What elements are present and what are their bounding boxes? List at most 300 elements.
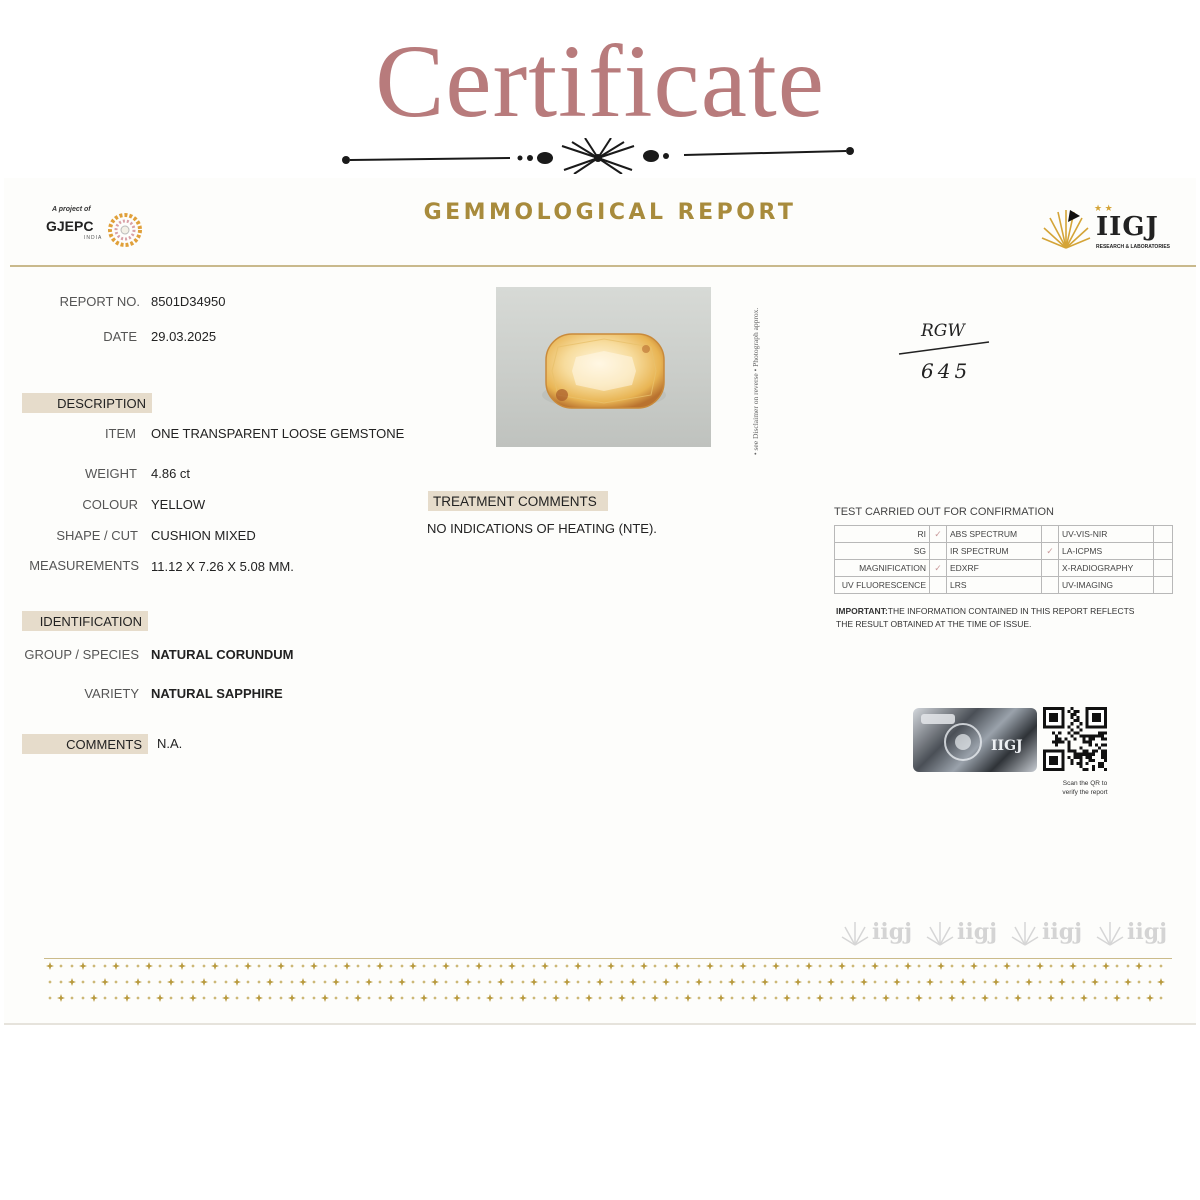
pattern-star	[356, 980, 360, 984]
pattern-star	[994, 964, 998, 968]
pattern-star	[279, 996, 283, 1000]
watermark-text: iigj	[872, 919, 913, 945]
iigj-watermark	[925, 915, 1005, 951]
gjepc-country: INDIA	[84, 235, 103, 241]
pattern-star	[277, 962, 285, 970]
pattern-star	[235, 964, 239, 968]
pattern-star	[1005, 996, 1009, 1000]
ornament-divider	[340, 138, 860, 174]
pattern-star	[827, 978, 835, 986]
pattern-star	[972, 996, 976, 1000]
qr-caption-line1: Scan the QR to	[1062, 780, 1108, 787]
pattern-star	[642, 996, 646, 1000]
pattern-star	[970, 962, 978, 970]
test-name: IR SPECTRUM	[947, 543, 1042, 560]
pattern-star	[499, 996, 503, 1000]
pattern-star	[763, 996, 767, 1000]
pattern-star	[1146, 994, 1154, 1002]
pattern-star	[433, 996, 437, 1000]
pattern-star	[268, 964, 272, 968]
pattern-star	[1027, 996, 1031, 1000]
important-note	[836, 605, 1136, 631]
pattern-star	[1093, 964, 1097, 968]
pattern-star	[488, 980, 492, 984]
handwritten-top: RGW	[921, 321, 965, 341]
pattern-star	[488, 964, 492, 968]
iigj-logo	[1040, 200, 1175, 260]
pattern-star	[554, 980, 558, 984]
pattern-star	[114, 980, 118, 984]
pattern-star	[125, 980, 129, 984]
qr-caption	[1040, 779, 1130, 797]
pattern-star	[882, 994, 890, 1002]
pattern-star	[422, 964, 426, 968]
pattern-star	[741, 980, 745, 984]
pattern-star	[147, 996, 151, 1000]
test-check	[1042, 560, 1059, 577]
pattern-star	[1049, 980, 1053, 984]
pattern-star	[455, 964, 459, 968]
pattern-star	[70, 996, 74, 1000]
pattern-star	[1003, 962, 1011, 970]
pattern-star	[873, 996, 877, 1000]
pattern-star	[508, 962, 516, 970]
pattern-star	[156, 994, 164, 1002]
pattern-star	[1159, 964, 1163, 968]
pattern-star	[1159, 996, 1163, 1000]
pattern-star	[849, 994, 857, 1002]
pattern-star	[332, 978, 340, 986]
pattern-star	[631, 964, 635, 968]
pattern-star	[816, 994, 824, 1002]
pattern-star	[928, 964, 932, 968]
pattern-star	[961, 964, 965, 968]
iigj-subtitle: RESEARCH & LABORATORIES	[1096, 244, 1170, 250]
pattern-star	[345, 980, 349, 984]
pattern-star	[81, 996, 85, 1000]
pattern-star	[400, 964, 404, 968]
pattern-star	[244, 962, 252, 970]
pattern-star	[587, 964, 591, 968]
pattern-star	[477, 996, 481, 1000]
test-name: UV-IMAGING	[1059, 577, 1154, 594]
test-check	[1042, 577, 1059, 594]
pattern-star	[1137, 996, 1141, 1000]
pattern-star	[1102, 962, 1110, 970]
pattern-star	[937, 962, 945, 970]
pattern-star	[409, 962, 417, 970]
pattern-star	[101, 978, 109, 986]
pattern-star	[642, 980, 646, 984]
pattern-star	[59, 964, 63, 968]
comments-heading: COMMENTS	[22, 734, 148, 754]
footer-divider	[44, 958, 1172, 959]
pattern-star	[607, 962, 615, 970]
pattern-star	[818, 980, 822, 984]
pattern-star	[719, 964, 723, 968]
pattern-star	[79, 962, 87, 970]
variety-value: NATURAL SAPPHIRE	[151, 686, 283, 701]
pattern-star	[543, 980, 547, 984]
pattern-star	[554, 964, 558, 968]
pattern-star	[81, 980, 85, 984]
pattern-star	[939, 980, 943, 984]
pattern-star	[598, 996, 602, 1000]
test-name: X-RADIOGRAPHY	[1059, 560, 1154, 577]
treatment-heading: TREATMENT COMMENTS	[428, 491, 608, 511]
important-text: THE INFORMATION CONTAINED IN THIS REPORT REFLECTS THE RESULT OBTAINED AT THE TIME OF ISSUE.	[836, 606, 1135, 629]
test-name: LRS	[947, 577, 1042, 594]
pattern-star	[1148, 964, 1152, 968]
pattern-star	[167, 978, 175, 986]
pattern-star	[202, 964, 206, 968]
identification-heading: IDENTIFICATION	[22, 611, 148, 631]
pattern-star	[706, 962, 714, 970]
pattern-star	[125, 964, 129, 968]
pattern-star	[475, 962, 483, 970]
pattern-star	[851, 964, 855, 968]
pattern-star	[904, 962, 912, 970]
pattern-star	[1093, 996, 1097, 1000]
pattern-star	[763, 964, 767, 968]
gjepc-logo	[44, 205, 154, 249]
pattern-star	[1104, 980, 1108, 984]
pattern-star	[442, 962, 450, 970]
gemstone-photo	[496, 287, 711, 447]
pattern-star	[464, 978, 472, 986]
pattern-star	[92, 964, 96, 968]
pattern-star	[389, 980, 393, 984]
pattern-star	[1060, 996, 1064, 1000]
pattern-star	[543, 996, 547, 1000]
test-name: ABS SPECTRUM	[947, 526, 1042, 543]
pattern-star	[169, 996, 173, 1000]
pattern-star	[805, 962, 813, 970]
pattern-star	[840, 980, 844, 984]
pattern-star	[200, 978, 208, 986]
pattern-star	[411, 996, 415, 1000]
test-check	[1154, 543, 1173, 560]
pattern-star	[246, 980, 250, 984]
pattern-star	[477, 980, 481, 984]
pattern-star	[598, 964, 602, 968]
pattern-star	[134, 978, 142, 986]
pattern-star	[794, 978, 802, 986]
pattern-star	[574, 962, 582, 970]
pattern-star	[90, 994, 98, 1002]
pattern-star	[928, 996, 932, 1000]
pattern-star	[453, 994, 461, 1002]
pattern-star	[851, 980, 855, 984]
test-check: ✓	[930, 526, 947, 543]
pattern-star	[772, 962, 780, 970]
tests-table	[834, 525, 1173, 594]
pattern-star	[222, 994, 230, 1002]
pattern-star	[1005, 980, 1009, 984]
pattern-star	[310, 962, 318, 970]
pattern-star	[818, 964, 822, 968]
pattern-star	[541, 962, 549, 970]
pattern-star	[365, 978, 373, 986]
pattern-star	[497, 978, 505, 986]
pattern-star	[334, 964, 338, 968]
stars-icon	[1094, 202, 1124, 212]
pattern-star	[431, 978, 439, 986]
pattern-star	[862, 996, 866, 1000]
pattern-star	[950, 964, 954, 968]
pattern-star	[860, 978, 868, 986]
watermark-starburst-icon	[1010, 919, 1040, 949]
gold-star-pattern	[44, 960, 1172, 1006]
pattern-star	[367, 964, 371, 968]
test-name: UV-VIS-NIR	[1059, 526, 1154, 543]
pattern-star	[136, 996, 140, 1000]
pattern-star	[697, 996, 701, 1000]
pattern-star	[257, 980, 261, 984]
pattern-star	[565, 996, 569, 1000]
item-label: ITEM	[104, 426, 136, 441]
pattern-star	[629, 978, 637, 986]
pattern-star	[653, 964, 657, 968]
pattern-star	[708, 996, 712, 1000]
pattern-star	[673, 962, 681, 970]
pattern-star	[70, 964, 74, 968]
pattern-star	[609, 980, 613, 984]
pattern-star	[444, 980, 448, 984]
pattern-star	[158, 980, 162, 984]
pattern-star	[552, 994, 560, 1002]
pattern-star	[686, 980, 690, 984]
pattern-star	[926, 978, 934, 986]
report-no-value: 8501D34950	[151, 294, 226, 309]
comments-value: N.A.	[157, 736, 183, 751]
measurements-label: MEASUREMENTS	[29, 558, 139, 573]
pattern-star	[1148, 980, 1152, 984]
pattern-star	[123, 994, 131, 1002]
pattern-star	[1137, 980, 1141, 984]
pattern-star	[895, 964, 899, 968]
pattern-star	[596, 978, 604, 986]
pattern-star	[1038, 996, 1042, 1000]
pattern-star	[1091, 978, 1099, 986]
pattern-star	[400, 996, 404, 1000]
pattern-star	[112, 962, 120, 970]
test-name: MAGNIFICATION	[835, 560, 930, 577]
pattern-star	[389, 964, 393, 968]
pattern-star	[829, 996, 833, 1000]
pattern-star	[211, 962, 219, 970]
pattern-star	[741, 996, 745, 1000]
pattern-star	[233, 978, 241, 986]
pattern-star	[1071, 996, 1075, 1000]
pattern-star	[948, 994, 956, 1002]
variety-label: VARIETY	[84, 686, 139, 701]
report-no-label: REPORT NO.	[59, 294, 140, 309]
pattern-star	[761, 978, 769, 986]
pattern-star	[807, 996, 811, 1000]
pattern-star	[343, 962, 351, 970]
pattern-star	[686, 964, 690, 968]
pattern-star	[1027, 964, 1031, 968]
pattern-star	[398, 978, 406, 986]
pattern-star	[895, 996, 899, 1000]
yellow-sapphire-image	[496, 287, 711, 447]
pattern-star	[915, 994, 923, 1002]
pattern-star	[1082, 964, 1086, 968]
pattern-star	[708, 980, 712, 984]
pattern-star	[1080, 994, 1088, 1002]
pattern-star	[1126, 996, 1130, 1000]
pattern-star	[939, 996, 943, 1000]
pattern-star	[321, 994, 329, 1002]
pattern-star	[378, 996, 382, 1000]
iigj-name: IIGJ	[1096, 212, 1159, 242]
pattern-star	[191, 980, 195, 984]
pattern-star	[961, 996, 965, 1000]
pattern-star	[730, 964, 734, 968]
watermark-starburst-icon	[1095, 919, 1125, 949]
pattern-star	[48, 996, 52, 1000]
pattern-star	[378, 980, 382, 984]
pattern-star	[367, 996, 371, 1000]
pattern-star	[917, 964, 921, 968]
pattern-star	[354, 994, 362, 1002]
shape-cut-value: CUSHION MIXED	[151, 528, 256, 543]
test-name: UV FLUORESCENCE	[835, 577, 930, 594]
watermark-text: iigj	[957, 919, 998, 945]
weight-value: 4.86 ct	[151, 466, 191, 481]
pattern-star	[466, 964, 470, 968]
pattern-star	[312, 980, 316, 984]
tests-title: TEST CARRIED OUT FOR CONFIRMATION	[834, 506, 1055, 518]
pattern-star	[1016, 964, 1020, 968]
pattern-star	[444, 996, 448, 1000]
pattern-star	[1115, 980, 1119, 984]
test-check	[1154, 577, 1173, 594]
pattern-star	[345, 996, 349, 1000]
pattern-star	[246, 996, 250, 1000]
pattern-star	[620, 980, 624, 984]
test-check	[930, 577, 947, 594]
pattern-star	[499, 964, 503, 968]
pattern-star	[752, 980, 756, 984]
pattern-star	[631, 996, 635, 1000]
pattern-star	[519, 994, 527, 1002]
date-label: DATE	[103, 329, 137, 344]
pattern-star	[422, 980, 426, 984]
pattern-star	[312, 996, 316, 1000]
pattern-star	[752, 964, 756, 968]
pattern-star	[103, 996, 107, 1000]
pattern-star	[563, 978, 571, 986]
pattern-star	[992, 978, 1000, 986]
pattern-star	[1069, 962, 1077, 970]
pattern-star	[609, 996, 613, 1000]
test-check	[930, 543, 947, 560]
pattern-star	[950, 980, 954, 984]
pattern-star	[213, 996, 217, 1000]
pattern-star	[1135, 962, 1143, 970]
group-species-value: NATURAL CORUNDUM	[151, 647, 294, 662]
pattern-star	[266, 978, 274, 986]
gjepc-emblem-icon	[108, 213, 142, 247]
pattern-star	[1115, 964, 1119, 968]
pattern-star	[728, 978, 736, 986]
pattern-star	[983, 964, 987, 968]
tests-row	[835, 560, 1173, 577]
svg-text:★ ★: ★ ★	[1094, 203, 1113, 212]
watermark-text: iigj	[1042, 919, 1083, 945]
pattern-star	[466, 996, 470, 1000]
pattern-star	[202, 996, 206, 1000]
pattern-star	[288, 994, 296, 1002]
pattern-star	[57, 994, 65, 1002]
pattern-star	[906, 996, 910, 1000]
pattern-star	[510, 996, 514, 1000]
pattern-star	[356, 964, 360, 968]
shape-cut-label: SHAPE / CUT	[56, 528, 138, 543]
pattern-star	[651, 994, 659, 1002]
pattern-star	[521, 980, 525, 984]
treatment-value: NO INDICATIONS OF HEATING (NTE).	[427, 521, 657, 536]
qr-caption-line2: verify the report	[1062, 789, 1108, 796]
pattern-star	[717, 994, 725, 1002]
pattern-star	[871, 962, 879, 970]
pattern-star	[981, 994, 989, 1002]
hologram-seal-icon	[913, 708, 1037, 772]
pattern-star	[675, 996, 679, 1000]
pattern-star	[1071, 980, 1075, 984]
pattern-star	[257, 964, 261, 968]
pattern-star	[697, 964, 701, 968]
iigj-watermark	[840, 915, 920, 951]
pattern-star	[1047, 994, 1055, 1002]
item-value: ONE TRANSPARENT LOOSE GEMSTONE	[151, 426, 405, 441]
photo-disclaimer-text: • see Disclaimer on reverse • Photograph approx.	[751, 307, 760, 455]
verification-qr-code[interactable]	[1043, 707, 1107, 771]
test-check	[1154, 560, 1173, 577]
pattern-star	[653, 980, 657, 984]
pattern-star	[893, 978, 901, 986]
colour-label: COLOUR	[82, 497, 138, 512]
gjepc-name: GJEPC	[46, 218, 94, 234]
pattern-star	[1036, 962, 1044, 970]
pattern-star	[585, 994, 593, 1002]
description-heading: DESCRIPTION	[22, 393, 152, 413]
pattern-star	[178, 962, 186, 970]
tests-row	[835, 543, 1173, 560]
pattern-star	[290, 964, 294, 968]
report-heading: GEMMOLOGICAL REPORT	[423, 200, 797, 225]
pattern-star	[730, 996, 734, 1000]
pattern-star	[972, 980, 976, 984]
pattern-star	[1049, 964, 1053, 968]
pattern-star	[1025, 978, 1033, 986]
test-check: ✓	[1042, 543, 1059, 560]
pattern-star	[158, 964, 162, 968]
watermark-text: iigj	[1127, 919, 1168, 945]
pattern-star	[376, 962, 384, 970]
pattern-star	[235, 996, 239, 1000]
pattern-star	[994, 996, 998, 1000]
pattern-star	[1038, 980, 1042, 984]
pattern-star	[145, 962, 153, 970]
tests-row	[835, 526, 1173, 543]
pattern-star	[48, 980, 52, 984]
watermark-starburst-icon	[925, 919, 955, 949]
pattern-star	[169, 964, 173, 968]
test-check	[1042, 526, 1059, 543]
